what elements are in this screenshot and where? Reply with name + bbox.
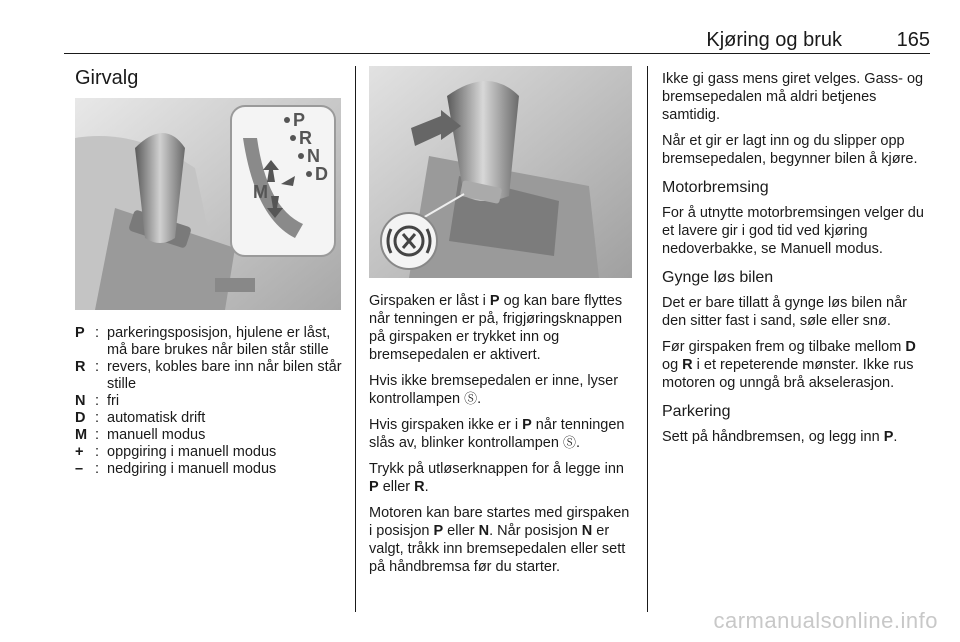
- paragraph: Motoren kan bare startes med girspaken i posisjon P eller N. Når posisjon N er valgt, tråkk inn bremsepedalen eller sett på håndbremsa før du starter.: [369, 505, 630, 575]
- paragraph: Når et gir er lagt inn og du slipper opp bremsepedalen, begynner bilen å kjøre.: [662, 133, 918, 167]
- column-3-text: [662, 70, 930, 454]
- paragraph: Sett på håndbremsen, og legg inn P.: [662, 429, 898, 445]
- definition-row: R : revers, kobles bare inn når bilen står stille: [75, 359, 342, 392]
- heading-gynge: Gynge løs bilen: [662, 269, 774, 286]
- header-rule: [64, 53, 930, 54]
- definition-row: + : oppgiring i manuell modus: [75, 444, 277, 460]
- section-title: Girvalg: [75, 67, 139, 89]
- paragraph: Girspaken er låst i P og kan bare flyttes når tenningen er på, frigjøringsknappen på girspaken er trykket inn og bremsepedalen er aktivert.: [369, 293, 623, 363]
- paragraph: Ikke gi gass mens giret velges. Gass- og bremsepedalen må aldri betjenes samtidig.: [662, 71, 924, 123]
- paragraph: Trykk på utløserknappen for å legge inn P eller R.: [369, 461, 624, 495]
- definition-row: P : parkeringsposisjon, hjulene er låst, må bare brukes når bilen står stille: [75, 325, 331, 358]
- selector-label-d: D: [315, 164, 328, 184]
- paragraph: For å utnytte motorbremsingen velger du et lavere gir i god tid ved kjøring nedoverbakke, se Manuell modus.: [662, 205, 924, 257]
- column-divider-2: [647, 66, 648, 612]
- definition-row: D : automatisk drift: [75, 410, 206, 426]
- shift-lock-photo: [369, 66, 632, 278]
- selector-label-r: R: [299, 128, 312, 148]
- footer-watermark[interactable]: carmanualsonline.info: [713, 608, 938, 633]
- heading-parkering: Parkering: [662, 403, 731, 420]
- paragraph: Hvis girspaken ikke er i P når tenningen slås av, blinker kontrollampen Ⓢ.: [369, 417, 625, 451]
- selector-label-p: P: [293, 110, 306, 130]
- selector-label-m: M: [253, 182, 268, 202]
- selector-label-n: N: [307, 146, 320, 166]
- gear-definitions: [75, 325, 345, 478]
- definition-row: N : fri: [75, 393, 120, 409]
- column-2-text: [369, 292, 635, 584]
- paragraph: Før girspaken frem og tilbake mellom D og R i et repeterende mønster. Ikke rus motoren og unngå brå akselerasjon.: [662, 339, 916, 391]
- definition-row: – : nedgiring i manuell modus: [75, 461, 277, 477]
- heading-motorbremsing: Motorbremsing: [662, 179, 769, 196]
- brake-warning-icon: Ⓢ: [562, 435, 576, 450]
- page-header: [64, 28, 930, 56]
- column-divider-1: [355, 66, 356, 612]
- gear-selector-photo: [75, 98, 341, 310]
- brake-warning-icon: Ⓢ: [464, 391, 478, 406]
- paragraph: Hvis ikke bremsepedalen er inne, lyser kontrollampen Ⓢ.: [369, 373, 619, 407]
- definition-row: M : manuell modus: [75, 427, 206, 443]
- header-title: Kjøring og bruk: [706, 29, 842, 51]
- page-number: 165: [896, 29, 930, 51]
- paragraph: Det er bare tillatt å gynge løs bilen når den sitter fast i sand, søle eller snø.: [662, 295, 908, 329]
